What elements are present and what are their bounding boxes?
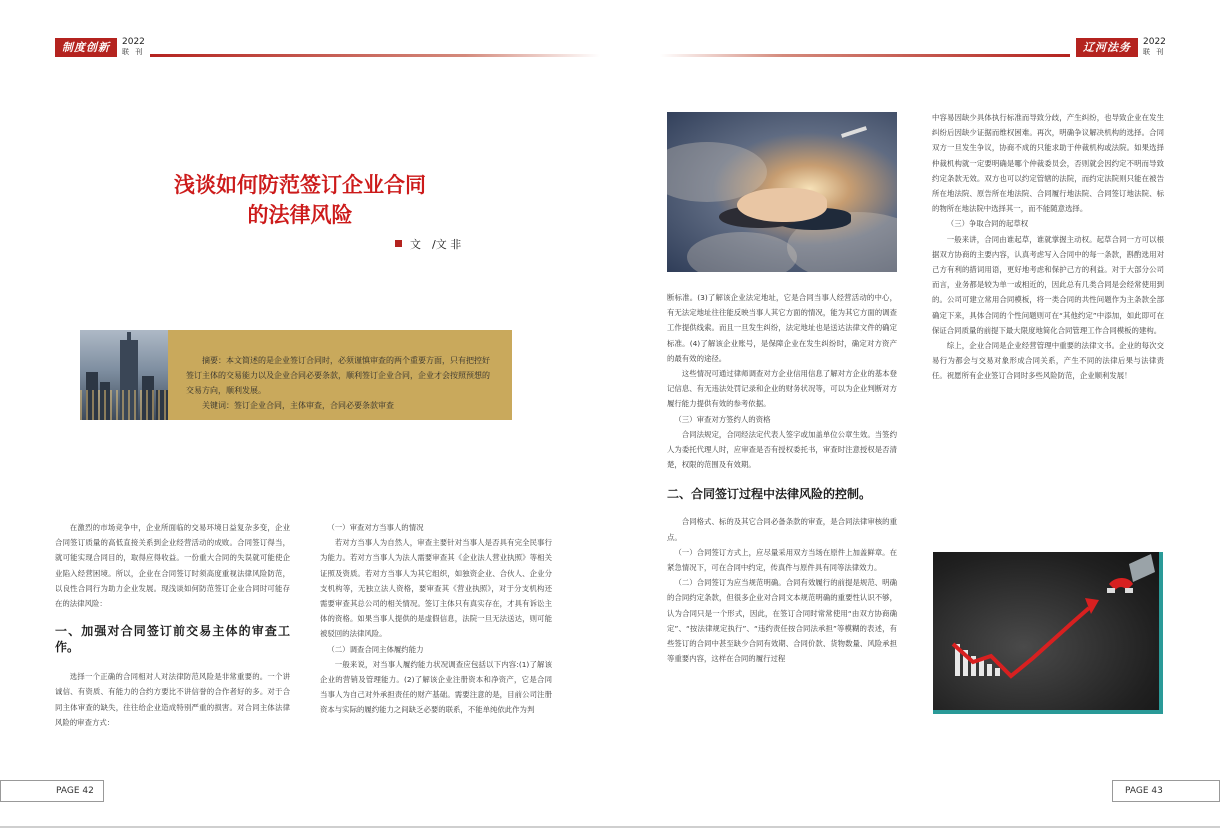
header-rule-left: [150, 54, 600, 57]
year-text: 2022: [122, 37, 145, 47]
title-line-1: 浅谈如何防范签订企业合同: [174, 173, 426, 197]
paragraph: 在激烈的市场竞争中，企业所面临的交易环境日益复杂多变，企业合同签订质量的高低直接关系到企业经营活动的成败。合同签订得当，就可能实现合同目的，取得应得收益。一份重大合同的失误就可能使企业陷入经营困境。所以，企业在合同签订时须高度重视法律风险防范，以良性合同行为助力企业发展。现浅谈如何防范签订企业合同时可能存在的法律风险：: [55, 523, 290, 609]
page-number-left: PAGE 42: [0, 780, 104, 802]
growth-arrow-icon: [933, 552, 1159, 710]
paragraph: 一般来说，对当事人履约能力状况调查应包括以下内容:(1)了解该企业的营销及管理能力。(2)了解该企业注册资本和净资产，它是合同当事人为自己对外承担责任的财产基础。需要注意的是，目前公司注册资本与实际的履约能力之间缺乏必要的联系，不能单纯依此作为判: [320, 659, 552, 715]
issue-year-left: [122, 37, 145, 57]
section-heading: 二、合同签订过程中法律风险的控制。: [667, 487, 872, 502]
paragraph: 综上，企业合同是企业经营管理中重要的法律文书。企业的每次交易行为都会与交易对象形成合同关系，产生不同的法律后果与法律责任。祝愿所有企业签订合同时多些风险防范，企业顺利发展！: [932, 341, 1164, 381]
column-3: [667, 290, 897, 666]
paragraph: 这些情况可通过律师调查对方企业信用信息了解对方企业的基本登记信息、有无违法处罚记录和企业的财务状况等，可以为企业判断对方履行能力提供有效的参考依据。: [667, 369, 897, 409]
title-line-2: 的法律风险: [247, 203, 353, 227]
section-badge-right: 辽河法务: [1076, 38, 1138, 57]
bullet-square-icon: [395, 240, 402, 247]
article-title: [100, 170, 500, 230]
header-rule-right: [660, 54, 1070, 57]
paragraph: （二）合同签订为应当规范明确。合同有效履行的前提是规范、明确的合同约定条款，但很多企业对合同文本规范明确的重要性认识不够，认为合同只是一个形式，因此，在签订合同时常常使用“由双方协商确定”、“按法律规定执行”、“违约责任按合同法承担”等模糊的表述，有些签订的合同中甚至缺少合同有效期、合同价款、货物数量、风险承担等重要内容，这样在合同的履行过程: [667, 578, 897, 664]
abstract-text: [186, 353, 496, 413]
paragraph: 断标准。(3)了解该企业法定地址，它是合同当事人经营活动的中心，有无法定地址往往能反映当事人其它方面的情况，能为其它方面的调查工作提供线索。而且一旦发生纠纷，法定地址也是送达法律文件的确定标准。(4)了解该企业账号，是保障企业在发生纠纷时，确定对方资产的最有效的途径。: [667, 293, 897, 363]
paragraph: 一般来讲，合同由谁起草，谁就掌握主动权。起草合同一方可以根据双方协商的主要内容，认真考虑写入合同中的每一条款，斟酌选用对己方有利的措词用语，更好地考虑和保护己方的利益。对于大部分公司而言，业务都是较为单一或相近的，因此总有几类合同是会经常使用到的。公司可建立常用合同模板，将一类合同的共性问题作为主条款全部确定下来，具体合同的个性问题则可在“其他约定”中添加，如此即可在保证合同质量的前提下最大限度地简化合同管理工作合同模板的建构。: [932, 234, 1164, 335]
paragraph: 合同法规定，合同经法定代表人签字或加盖单位公章生效。当签约人为委托代理人时，应审查是否有授权委托书，审查时注意授权是否清楚，权限的范围及有效期。: [667, 429, 897, 470]
abstract-body: 摘要：本文简述的是企业签订合同时，必须谨慎审查的两个重要方面，只有把控好签订主体的交易能力以及企业合同必要条款，顺利签订企业合同，企业才会按照预想的交易方向，顺利发展。: [186, 356, 490, 395]
city-skyline-image: [80, 330, 168, 420]
column-2: [320, 520, 552, 718]
growth-chart-image: [933, 552, 1163, 714]
issue-text: 联 刊: [1143, 48, 1166, 56]
subheading: （二）调查合同主体履约能力: [327, 644, 424, 654]
paragraph: 选择一个正确的合同相对人对法律防范风险是非常重要的。一个讲诚信、有资质、有能力的合约方要比不讲信誉的合作者好的多。对于合同主体审查的缺失，往往给企业造成特别严重的损害。对合同主体法律风险的审查方式：: [55, 672, 290, 727]
paragraph: 合同格式、标的及其它合同必备条款的审查，是合同法律审核的重点。: [667, 517, 897, 542]
author-line: [395, 236, 461, 252]
subheading: （三）审查对方签约人的资格: [674, 414, 771, 424]
page-number-right: PAGE 43: [1112, 780, 1220, 802]
issue-text: 联 刊: [122, 48, 145, 56]
subheading: （一）审查对方当事人的情况: [327, 523, 424, 532]
column-1: [55, 520, 290, 730]
handshake-image: [667, 112, 897, 272]
issue-year-right: [1143, 37, 1166, 57]
subheading: （三）争取合同的起草权: [946, 219, 1029, 229]
section-badge-left: 制度创新: [55, 38, 117, 57]
year-text: 2022: [1143, 37, 1166, 47]
paragraph: （一）合同签订方式上，应尽量采用双方当场在原件上加盖鲜章。在紧急情况下，可在合同中约定，传真件与原件具有同等法律效力。: [667, 547, 897, 573]
paragraph: 若对方当事人为自然人，审查主要针对当事人是否具有完全民事行为能力。若对方当事人为法人需要审查其《企业法人营业执照》等相关证照及资质。若对方当事人为其它组织，如独资企业、合伙人、企业分支机构等，无独立法人资格，要审查其《营业执照》，对于分支机构还需要审查其总公司的相关情况。签订主体只有真实存在，才具有诉讼主体的资格。如果当事人提供的是虚假信息，法院一旦无法送达，则可能被驳回的法律风险。: [320, 538, 552, 639]
keywords: 关键词：签订企业合同，主体审查，合同必要条款审查: [202, 401, 394, 410]
section-heading: 一、加强对合同签订前交易主体的审查工作。: [55, 624, 290, 655]
column-4: [932, 110, 1164, 384]
author-text: 文 /文 非: [410, 238, 462, 251]
paragraph: 中容易因缺少具体执行标准而导致分歧，产生纠纷，也导致企业在发生纠纷后因缺少证据而维权困难。再次，明确争议解决机构的选择。合同双方一旦发生争议，协商不成的只能求助于仲裁机构或法院。如果选择仲裁机构就一定要明确是哪个仲裁委员会，否则就会因约定不明而导致约定条款无效。双方也可以约定管辖的法院，而约定法院则只能在被告所在地法院、原告所在地法院、合同履行地法院、合同签订地法院、标的物所在地法院中选择其一，而不能随意选择。: [932, 113, 1164, 214]
